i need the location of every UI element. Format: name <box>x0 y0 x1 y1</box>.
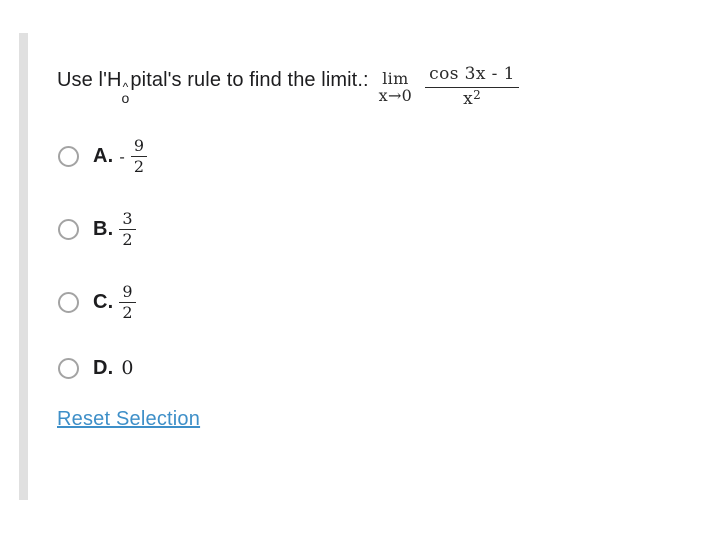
reset-selection-link[interactable]: Reset Selection <box>57 408 201 430</box>
option-row-b <box>58 203 136 255</box>
question-text <box>57 69 369 105</box>
option-b-radio[interactable] <box>58 219 79 240</box>
letter-o: o <box>121 90 130 106</box>
option-a-letter: A. <box>93 144 114 167</box>
circumflex-accent: ^ <box>122 80 129 94</box>
fraction-denominator <box>463 88 481 110</box>
option-a-numerator: 9 <box>131 137 147 157</box>
option-row-c <box>58 276 136 328</box>
option-d-radio[interactable] <box>58 358 79 379</box>
lim-approach: x→0 <box>378 86 413 105</box>
question-prefix: Use l'H <box>57 69 122 91</box>
o-circumflex <box>121 80 130 106</box>
fraction-numerator: cos 3x - 1 <box>425 65 519 88</box>
option-b-numerator: 3 <box>119 210 135 230</box>
option-c-denominator: 2 <box>122 302 133 322</box>
option-row-a <box>58 130 147 182</box>
limit-notation <box>379 70 413 105</box>
option-d-value: 0 <box>121 357 134 379</box>
option-c-fraction <box>119 283 135 322</box>
option-a-radio[interactable] <box>58 146 79 167</box>
option-a-denominator: 2 <box>133 156 144 176</box>
option-c-numerator: 9 <box>119 283 135 303</box>
option-c-radio[interactable] <box>58 292 79 313</box>
limit-fraction <box>425 65 519 109</box>
denominator-base: x <box>463 88 474 109</box>
option-a-sign: - <box>119 146 125 166</box>
option-b-letter: B. <box>93 217 114 240</box>
option-row-d <box>58 342 134 394</box>
option-c-letter: C. <box>93 290 114 313</box>
question-line <box>57 56 519 118</box>
option-b-fraction <box>119 210 135 249</box>
option-a-fraction <box>131 137 147 176</box>
question-suffix: pital's rule to find the limit.: <box>130 69 369 91</box>
option-b-denominator: 2 <box>122 229 133 249</box>
denominator-exponent: 2 <box>473 87 481 102</box>
option-d-letter: D. <box>93 356 114 379</box>
vertical-divider <box>19 33 28 500</box>
lim-label: lim <box>382 68 409 88</box>
